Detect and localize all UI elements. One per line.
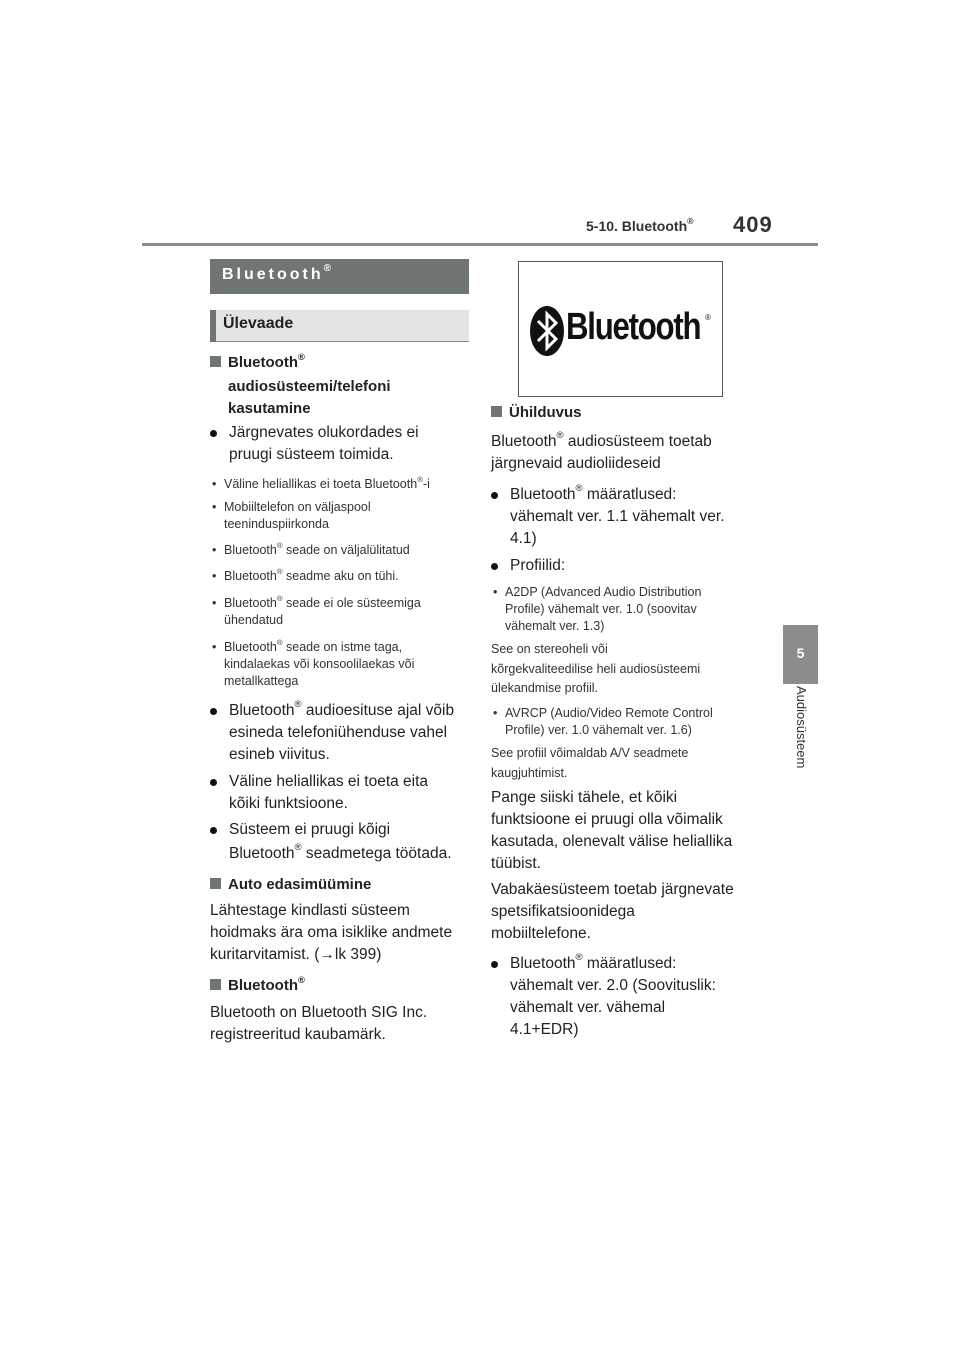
heading-compatibility: Ühilduvus <box>491 402 582 424</box>
header-divider <box>142 243 818 246</box>
paragraph: Bluetooth on Bluetooth SIG Inc. registreeritud kaubamärk. <box>210 1004 428 1043</box>
chapter-label: Audiosüsteem <box>794 686 809 769</box>
bullet-item: Bluetooth® määratlused: vähemalt ver. 2.0 (Soovituslik: vähemalt ver. vähemal 4.1+EDR) <box>491 953 716 1041</box>
bullet-item: Väline heliallikas ei toeta eita kõiki funktsioone. <box>210 771 428 815</box>
subsection-title: Ülevaade <box>223 315 294 332</box>
list-item: • Mobiiltelefon on väljaspool teeninduspiirkonda <box>212 500 371 531</box>
bullet-item: Bluetooth® audioesituse ajal võib esineda telefoniühenduse vahel esineb viivitus. <box>210 700 454 766</box>
section-header: 5-10. Bluetooth® <box>586 216 694 234</box>
paragraph: Vabakäesüsteem toetab järgnevate spetsifikatsioonidega mobiiltelefone. <box>491 881 734 942</box>
bullet-dot-icon <box>491 961 498 968</box>
bullet-item: Profiilid: <box>491 555 565 577</box>
page-number: 409 <box>733 212 773 237</box>
bullet-dot-icon <box>491 492 498 499</box>
heading-bluetooth-trademark: Bluetooth® <box>210 975 305 997</box>
list-item: • Väline heliallikas ei toeta Bluetooth®-i <box>212 474 430 491</box>
heading-bluetooth-usage: Bluetooth® audiosüsteemi/telefoni kasutamine <box>210 352 391 420</box>
square-bullet-icon <box>491 406 502 417</box>
list-item: • Bluetooth® seadme aku on tühi. <box>212 566 399 583</box>
list-item: • Bluetooth® seade on väljalülitatud <box>212 540 410 557</box>
bullet-dot-icon <box>210 708 217 715</box>
registered-mark: ® <box>705 313 711 322</box>
paragraph: Bluetooth® audiosüsteem toetab järgnevaid audioliideseid <box>491 430 712 472</box>
note: See profiil võimaldab A/V seadmete kaugjuhtimist. <box>491 746 689 780</box>
bullet-item: Järgnevates olukordades ei pruugi süsteem toimida. <box>210 422 419 466</box>
bullet-dot-icon <box>210 430 217 437</box>
square-bullet-icon <box>210 878 221 889</box>
paragraph: Pange siiski tähele, et kõiki funktsioone ei pruugi olla võimalik kasutada, olenevalt välise heliallika tüübist. <box>491 789 733 872</box>
list-item: • Bluetooth® seade on istme taga, kindalaekas või konsoolilaekas või metallkattega <box>212 637 415 688</box>
bluetooth-wordmark: Bluetooth <box>566 306 701 348</box>
square-bullet-icon <box>210 356 221 367</box>
bullet-item: Bluetooth® määratlused: vähemalt ver. 1.1 vähemalt ver. 4.1) <box>491 484 725 550</box>
bullet-dot-icon <box>491 563 498 570</box>
heading-resale: Auto edasimüümine <box>210 874 371 896</box>
bullet-dot-icon <box>210 827 217 834</box>
chapter-number: 5 <box>796 645 805 661</box>
bullet-item: Süsteem ei pruugi kõigi Bluetooth® seadmetega töötada. <box>210 819 452 865</box>
list-item: • A2DP (Advanced Audio Distribution Profile) vähemalt ver. 1.0 (soovitav vähemalt ver. 1.3) <box>493 585 702 633</box>
list-item: • Bluetooth® seade ei ole süsteemiga ühendatud <box>212 593 421 627</box>
subsection-accent <box>210 310 216 342</box>
section-title: Bluetooth® <box>222 263 334 283</box>
list-item: • AVRCP (Audio/Video Remote Control Profile) ver. 1.0 vähemalt ver. 1.6) <box>493 706 713 737</box>
square-bullet-icon <box>210 979 221 990</box>
bluetooth-icon <box>529 305 565 357</box>
paragraph: Lähtestage kindlasti süsteem hoidmaks ära oma isiklike andmete kuritarvitamist. (→lk 399) <box>210 902 453 963</box>
note: See on stereoheli või kõrgekvaliteedilise heli audiosüsteemi ülekandmise profiil. <box>491 642 701 695</box>
bullet-dot-icon <box>210 779 217 786</box>
